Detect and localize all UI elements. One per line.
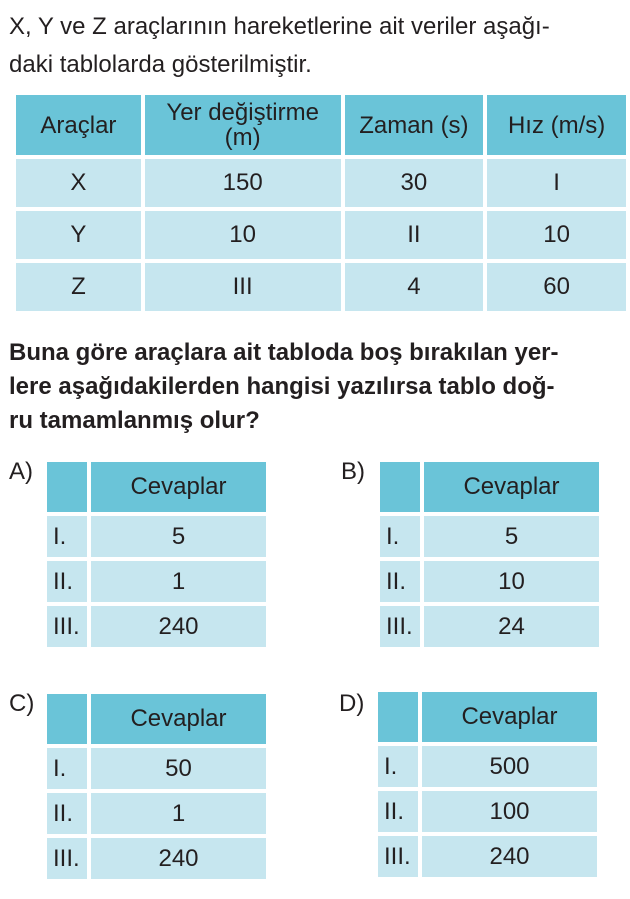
cell-time: 4 [345, 263, 484, 311]
row-label: III. [380, 606, 420, 647]
row-label: II. [378, 791, 418, 832]
option-c-letter[interactable]: C) [9, 690, 35, 717]
question-line-2: lere aşağıdakilerden hangisi yazılırsa tablo doğ- [9, 373, 555, 400]
option-header-row [47, 694, 266, 744]
row-value: 1 [91, 793, 266, 834]
row-label: II. [47, 793, 87, 834]
row-value: 240 [91, 606, 266, 647]
option-a-letter[interactable]: A) [9, 458, 33, 485]
cell-time: 30 [345, 159, 484, 207]
option-header-blank [47, 462, 87, 512]
cell-speed: I [487, 159, 626, 207]
table-row [16, 211, 626, 259]
row-value: 5 [91, 516, 266, 557]
option-header-row [380, 462, 599, 512]
row-value: 240 [422, 836, 597, 877]
row-label: III. [378, 836, 418, 877]
table-row [47, 838, 266, 879]
option-header-blank [47, 694, 87, 744]
table-row [378, 791, 597, 832]
option-header: Cevaplar [91, 462, 266, 512]
row-label: II. [380, 561, 420, 602]
option-d-letter[interactable]: D) [339, 690, 365, 717]
question-line-1: Buna göre araçlara ait tabloda boş bırakılan yer- [9, 339, 559, 366]
row-value: 500 [422, 746, 597, 787]
option-header-row [378, 692, 597, 742]
row-value: 50 [91, 748, 266, 789]
table-row [380, 516, 599, 557]
intro-line-1: X, Y ve Z araçlarının hareketlerine ait veriler aşağı- [9, 13, 550, 40]
cell-speed: 60 [487, 263, 626, 311]
table-row [378, 836, 597, 877]
header-displacement-line-2: (m) [224, 124, 261, 151]
cell-speed: 10 [487, 211, 626, 259]
header-speed: Hız (m/s) [487, 95, 626, 155]
row-value: 240 [91, 838, 266, 879]
table-row [16, 263, 626, 311]
option-header-blank [378, 692, 418, 742]
option-b-letter[interactable]: B) [341, 458, 365, 485]
cell-displacement: III [145, 263, 341, 311]
row-label: III. [47, 838, 87, 879]
option-header: Cevaplar [91, 694, 266, 744]
table-row [47, 516, 266, 557]
table-row [47, 793, 266, 834]
header-time: Zaman (s) [345, 95, 484, 155]
cell-displacement: 150 [145, 159, 341, 207]
option-a-table[interactable] [43, 458, 270, 651]
cell-time: II [345, 211, 484, 259]
option-header: Cevaplar [424, 462, 599, 512]
table-header-row [16, 95, 626, 155]
option-d-table[interactable] [374, 688, 601, 881]
row-label: I. [47, 516, 87, 557]
row-label: III. [47, 606, 87, 647]
table-row [47, 606, 266, 647]
header-vehicles: Araçlar [16, 95, 141, 155]
row-value: 100 [422, 791, 597, 832]
header-displacement [145, 95, 341, 155]
row-label: I. [380, 516, 420, 557]
option-header-row [47, 462, 266, 512]
row-label: I. [378, 746, 418, 787]
option-b-table[interactable] [376, 458, 603, 651]
table-row [47, 561, 266, 602]
table-row [380, 561, 599, 602]
question-line-3: ru tamamlanmış olur? [9, 407, 260, 434]
row-label: II. [47, 561, 87, 602]
table-row [47, 748, 266, 789]
cell-vehicle: Z [16, 263, 141, 311]
row-label: I. [47, 748, 87, 789]
row-value: 1 [91, 561, 266, 602]
cell-displacement: 10 [145, 211, 341, 259]
table-row [378, 746, 597, 787]
intro-text [9, 8, 625, 84]
header-displacement-line-1: Yer değiştirme [166, 99, 319, 126]
question-text [9, 336, 625, 438]
cell-vehicle: X [16, 159, 141, 207]
option-header-blank [380, 462, 420, 512]
vehicle-data-table [12, 91, 630, 315]
intro-line-2: daki tablolarda gösterilmiştir. [9, 51, 312, 78]
row-value: 24 [424, 606, 599, 647]
row-value: 10 [424, 561, 599, 602]
cell-vehicle: Y [16, 211, 141, 259]
table-row [16, 159, 626, 207]
option-c-table[interactable] [43, 690, 270, 883]
table-row [380, 606, 599, 647]
row-value: 5 [424, 516, 599, 557]
option-header: Cevaplar [422, 692, 597, 742]
